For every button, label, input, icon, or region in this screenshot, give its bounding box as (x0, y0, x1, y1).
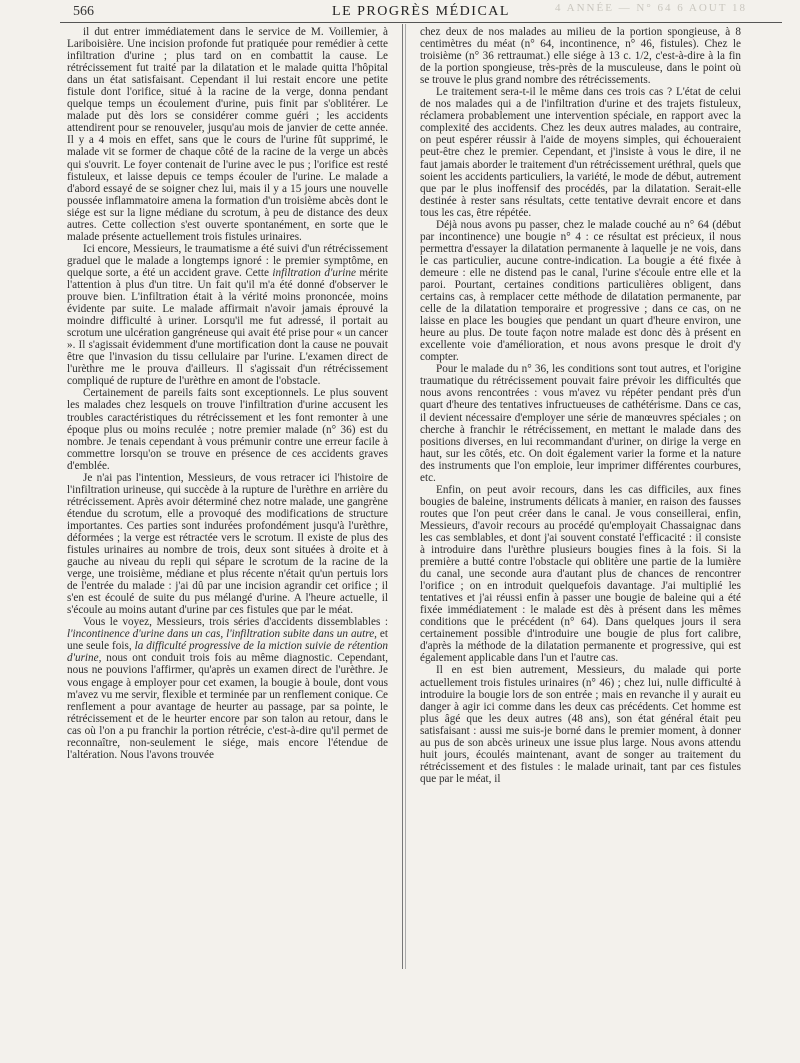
paragraph (420, 484, 741, 665)
text-run: Ici encore, Messieurs, le traumatisme a été suivi d'un rétrécissement graduel que le malade a longtemps ignoré : le premier symptôme, en quelque sorte, a été un accident grave. Cette (67, 242, 388, 279)
text-run: Le traitement sera-t-il le même dans ces trois cas ? L'état de celui de nos malades qui a de l'infiltration d'urine et des trajets fistuleux, réclamera probablement une intervention spéciale, en rapport avec la complexité des accidents. Chez les deux autres malades, au contraire, on peut espérer réussir à l'aide de moyens simples, qui échoueraient peut-être chez le premier. Cependant, et j'insiste à vous le dire, il ne faut jamais aborder le traitement d'un rétrécissement uréthral, quels que soient les accidents particuliers, la variété, le mode de début, autrement que par le plus inoffensif des procédés, par la dilatation. Serait-elle destinée à rester sans résultats, cette tentative devrait encore et dans tous les cas, être répétée. (420, 86, 741, 219)
text-run: Vous le voyez, Messieurs, trois séries d'accidents dissemblables : (83, 616, 388, 629)
column-divider (402, 24, 403, 969)
italic-text: l'incontinence d'urine dans un cas, l'infiltration subite dans un autre, (67, 628, 377, 641)
paragraph (67, 26, 388, 243)
text-run: et une seule fois, (67, 628, 389, 653)
text-run: Je n'ai pas l'intention, Messieurs, de vous retracer ici l'histoire de l'infiltration urineuse, qui succède à la rupture de l'urèthre en arrière du rétrécissement. Après avoir déterminé chez notre malade, une gangrène étendue du scrotum, elle a provoqué des modifications de structure importantes. Ces parties sont indurées profondément jusqu'à l'urèthre, déformées ; la verge est rétractée vers le scrotum. Il existe de plus des fistules urinaires au nombre de trois, deux sont situées à droite et à gauche au niveau du repli qui sépare le scrotum de la racine de la verge, une troisième, médiane et plus récente n'était qu'un pertuis lors de l'entrée du malade : j'ai dû par une incision agrandir cet orifice ; il s'en est écoulé de suite du pus mélangé d'urine. A l'heure actuelle, il s'écoule au moins autant d'urine par ces fistules que par le méat. (67, 471, 388, 617)
right-column (420, 26, 741, 785)
text-run: mérite l'attention à plus d'un titre. Un fait qu'il m'a été donné d'observer le prouve bien. L'infiltration était à la vérité moins prononcée, moins évidente par suite. Le malade affirmait n'avoir jamais éprouvé la moindre difficulté à uriner. Lorsqu'il me fut adressé, il portait au scrotum une ulcération gangréneuse qui avait été prise pour « un cancer ». Il s'agissait évidemment d'une mortification dont la cause ne pouvait être que l'invasion du tissu cellulaire par l'urine. L'examen direct de l'urèthre me le prouva d'ailleurs. Il s'agissait d'un rétrécissement compliqué de rupture de l'urèthre en amont de l'obstacle. (67, 266, 389, 388)
paragraph (420, 86, 741, 219)
paragraph (67, 387, 388, 471)
text-run: Il en est bien autrement, Messieurs, du malade qui porte actuellement trois fistules urinaires (n° 46) ; chez lui, nulle difficulté à introduire la bougie lors de son entrée ; mais en revanche il y aurait eu danger à agir ici comme dans les deux cas précédents. Cet homme est plus âgé que les deux autres (48 ans), son état général était peu satisfaisant : aussi me suis-je borné dans le premier moment, à donner au pus de son abcès urineux une issue plus large. Nous avons attendu huit jours, écoulés maintenant, avant de songer au traitement du rétrécissement et des fistules : le malade urinait, tant par ces fistules que par le méat, il (420, 664, 741, 785)
text-run: Certainement de pareils faits sont exceptionnels. Le plus souvent les malades chez lesquels on trouve l'infiltration d'urine accusent les troubles caractéristiques du rétrécissement et les font remonter à une époque plus ou moins reculée ; notre premier malade (n° 36) est du nombre. Je tenais cependant à vous prémunir contre une erreur facile à commettre lorsqu'on se trouve en présence de ces accidents graves d'emblée. (67, 387, 388, 472)
column-divider-inner (405, 24, 406, 969)
text-run: Pour le malade du n° 36, les conditions sont tout autres, et l'origine traumatique du rétrécissement pouvait faire prévoir les difficultés que nous avons rencontrées : vous m'avez vu répéter pendant près d'un quart d'heure des tentatives infructueuses de cathétérisme. Dans ce cas, il devient nécessaire d'employer une série de manœuvres spéciales ; on cherche à franchir le rétrécissement, en mettant le malade dans des positions diverses, en lui recommandant d'uriner, on dirige la verge en haut, sur les côtés, etc. On doit également varier la forme et la nature des instruments que l'on emploie, leur imprimer différentes courbures, etc. (420, 363, 741, 484)
paragraph (420, 363, 741, 483)
left-column (67, 26, 388, 761)
page-number: 566 (73, 4, 94, 19)
journal-title: LE PROGRÈS MÉDICAL (332, 4, 510, 19)
italic-text: infiltration d'urine (272, 266, 356, 279)
bleed-through-text: 4 ANNÉE — N° 64 6 AOUT 18 (555, 2, 748, 14)
paragraph (67, 243, 388, 388)
paragraph (420, 664, 741, 784)
text-run: il dut entrer immédiatement dans le service de M. Voillemier, à Lariboisière. Une incision profonde fut pratiquée pour remédier à cette infiltration d'urine ; plus tard on en combattit la cause. Le rétrécissement fut traité par la dilatation et le malade quitta l'hôpital dans un état satisfaisant. Cependant il lui restait encore une petite fistule dont l'orifice, situé à la racine de la verge, donna pendant quelque temps un écoulement d'urine, puis finit par s'oblitérer. Le malade put dès lors se considérer comme guéri ; les accidents attendirent pour se renouveler, jusqu'au mois de janvier de cette année. Il y a 4 mois en effet, sans que le cours de l'urine fût supprimé, le malade vit se former de chaque côté de la racine de la verge un abcès qui s'ouvrit. Le foyer contenait de l'urine avec le pus ; l'orifice est resté fistuleux, et laisse depuis ce temps écouler de l'urine. Le malade a d'abord essayé de se soigner chez lui, mais il y a 15 jours une nouvelle poussée inflammatoire amena la formation d'un troisième abcès dont le siége est sur la ligne médiane du scrotum, à peu de distance des deux autres. Cette collection s'est ouverte spontanément, en sorte que le malade présente actuellement trois fistules urinaires. (67, 26, 388, 243)
text-run: Déjà nous avons pu passer, chez le malade couché au n° 64 (début par incontinence) une bougie n° 4 : ce résultat est précieux, il nous permettra d'essayer la dilatation permanente à laquelle je ne vois, dans le cas particulier, aucune contre-indication. La bougie a été fixée à demeure : elle ne distend pas le canal, l'urine s'écoule entre elle et la paroi. Pourtant, certaines conditions particulières obligent, dans certains cas, à remplacer cette méthode de dilatation permanente, par celle de la dilatation temporaire et progressive ; dans ce cas, on ne laisse en place les bougies que pendant un quart d'heure environ, une heure au plus. De toute façon notre malade est donc dès à présent en excellente voie d'amélioration, et nous avons presque le droit d'y compter. (420, 218, 741, 364)
italic-text: la difficulté progressive de la miction suivie de rétention d'urine, (67, 640, 388, 665)
paragraph (420, 26, 741, 86)
paragraph (67, 616, 388, 761)
text-run: chez deux de nos malades au milieu de la portion spongieuse, à 8 centimètres du méat (n° 64, incontinence, n° 46, fistules). Chez le troisième (n° 36 rettraumat.) elle siége à 13 c. 1/2, c'est-à-dire à la fin de la portion spongieuse, très-près de la musculeuse, dans le point où se trouve le plus grand nombre des rétrécissements. (420, 26, 741, 87)
text-run: Enfin, on peut avoir recours, dans les cas difficiles, aux fines bougies de baleine, instruments délicats à manier, en raison des fausses routes que l'on peut créer dans le canal. Je vous conseillerai, enfin, Messieurs, d'avoir recours au procédé qu'employait Chassaignac dans les cas semblables, et dont j'ai souvent constaté l'efficacité : il consiste à introduire dans l'urèthre plusieurs bougies fines à la fois. Si la première a butté contre l'obstacle qui oblitère une partie de la lumière du canal, une seconde aura d'autant plus de chances de rencontrer l'orifice ; on en introduit quelquefois davantage. J'ai multiplié les tentatives et j'ai réussi enfin à passer une bougie de baleine qui a été fixée immédiatement : le malade est dès à présent dans les mêmes conditions que le précédent (n° 64). Dans quelques jours il sera certainement possible d'introduire une bougie de plus fort calibre, d'après la méthode de la dilatation permanente et progressive, qui est également applicable dans l'un et l'autre cas. (420, 483, 741, 665)
text-run: nous ont conduit trois fois au même diagnostic. Cependant, nous ne pouvions l'affirmer, qu'après un examen direct de l'urèthre. Je vous engage à employer pour cet examen, la bougie à boule, dont vous m'avez vu me servir, flexible et terminée par un renflement conique. Ce renflement a pour avantage de heurter au passage, par sa pointe, le rétrécissement et de le heurter encore par son talon au retour, dans le cas où l'on a pu franchir la portion rétrécie, c'est-à-dire qu'il permet de reconnaître, non-seulement le siége, mais encore l'étendue de l'altération. Nous l'avons trouvée (67, 652, 388, 761)
paragraph (420, 219, 741, 364)
paragraph (67, 472, 388, 617)
